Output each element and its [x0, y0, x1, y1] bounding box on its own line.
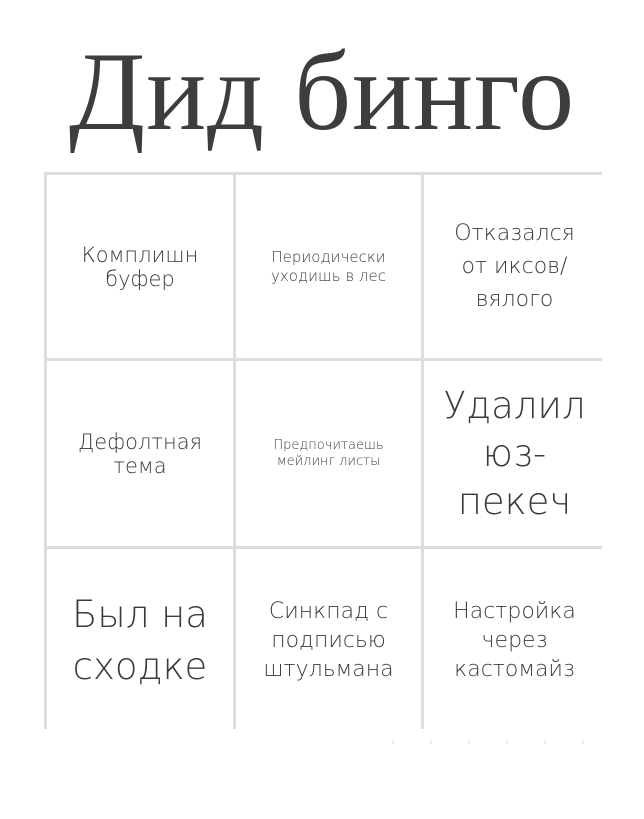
bingo-cell-label: Отказался от иксов/ вялого	[454, 221, 575, 312]
bingo-cell	[236, 361, 421, 546]
bingo-cell	[236, 175, 421, 358]
faint-dotted-line	[392, 740, 604, 744]
bingo-cell-label: Предпочитаешь мейлинг листы	[273, 437, 384, 469]
bingo-cell	[236, 549, 421, 732]
bingo-cell-label: Дефолтная тема	[78, 429, 202, 478]
bingo-cell	[424, 175, 605, 358]
page-title: Дид бинго	[68, 30, 576, 154]
bingo-cell-label: Комплишн буфер	[81, 242, 199, 291]
bingo-cell-label: Синкпад с подписью штульмана	[263, 599, 394, 682]
bingo-cell-label: Удалил юз- пекеч	[443, 383, 586, 523]
bingo-cell	[47, 549, 233, 732]
bingo-cell	[47, 361, 233, 546]
bingo-grid	[44, 172, 602, 729]
bingo-cell-label: Был на сходке	[72, 592, 208, 688]
bingo-cell-label: Периодически уходишь в лес	[271, 247, 386, 285]
bingo-cell	[424, 361, 605, 546]
bingo-cell-label: Настройка через кастомайз	[453, 599, 576, 682]
bingo-cell	[424, 549, 605, 732]
bingo-cell	[47, 175, 233, 358]
